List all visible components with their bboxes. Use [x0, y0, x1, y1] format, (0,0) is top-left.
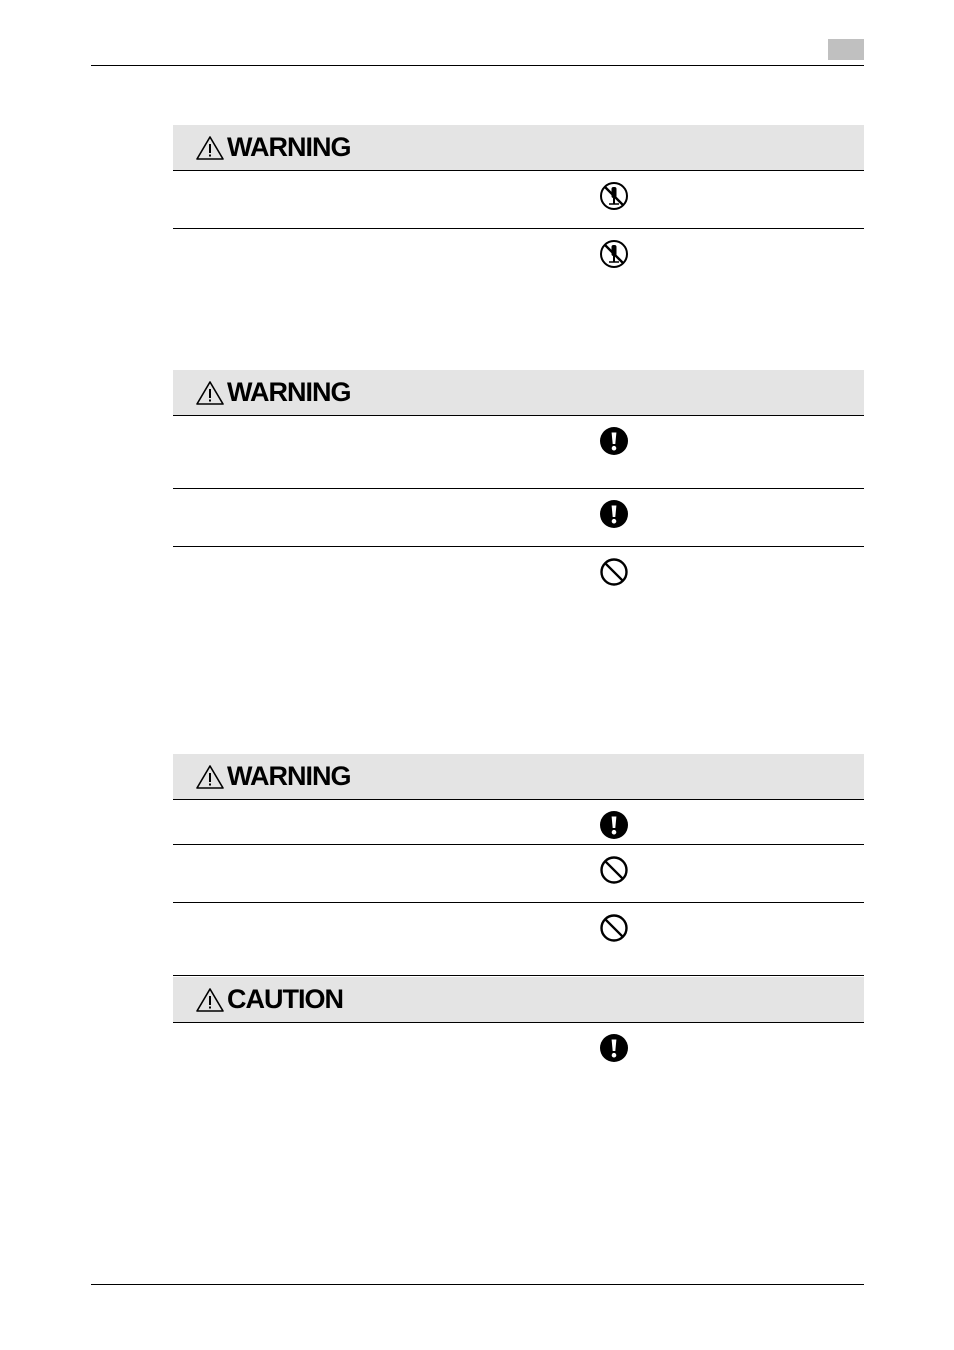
prohibited-icon: [599, 557, 629, 587]
prohibited-icon: [599, 913, 629, 943]
safety-row: [173, 229, 864, 289]
warning-triangle-icon: [195, 987, 225, 1013]
warning-triangle-icon: [195, 764, 225, 790]
safety-row: [173, 489, 864, 547]
warning-section-2: [173, 370, 864, 607]
warning-section-3: [173, 754, 864, 976]
safety-row: [173, 547, 864, 607]
mandatory-action-icon: [599, 1033, 629, 1063]
mandatory-action-icon: [599, 499, 629, 529]
warning-triangle-icon: [195, 380, 225, 406]
safety-row: [173, 903, 864, 976]
section-header: [173, 370, 864, 416]
section-header: [173, 754, 864, 800]
section-header: [173, 977, 864, 1023]
no-disassembly-icon: [599, 239, 629, 269]
no-disassembly-icon: [599, 181, 629, 211]
section-title: WARNING: [227, 377, 351, 407]
safety-row: [173, 800, 864, 845]
section-header: [173, 125, 864, 171]
safety-row: [173, 845, 864, 903]
footer-rule: [91, 1284, 864, 1285]
warning-triangle-icon: [195, 135, 225, 161]
section-title: WARNING: [227, 132, 351, 162]
mandatory-action-icon: [599, 810, 629, 840]
prohibited-icon: [599, 855, 629, 885]
header-rule: [91, 65, 864, 66]
page-number-tab: [828, 39, 864, 60]
warning-section-1: [173, 125, 864, 289]
mandatory-action-icon: [599, 426, 629, 456]
safety-row: [173, 171, 864, 229]
safety-row: [173, 416, 864, 489]
caution-section: [173, 977, 864, 1083]
safety-row: [173, 1023, 864, 1083]
section-title: CAUTION: [227, 984, 343, 1014]
section-title: WARNING: [227, 761, 351, 791]
